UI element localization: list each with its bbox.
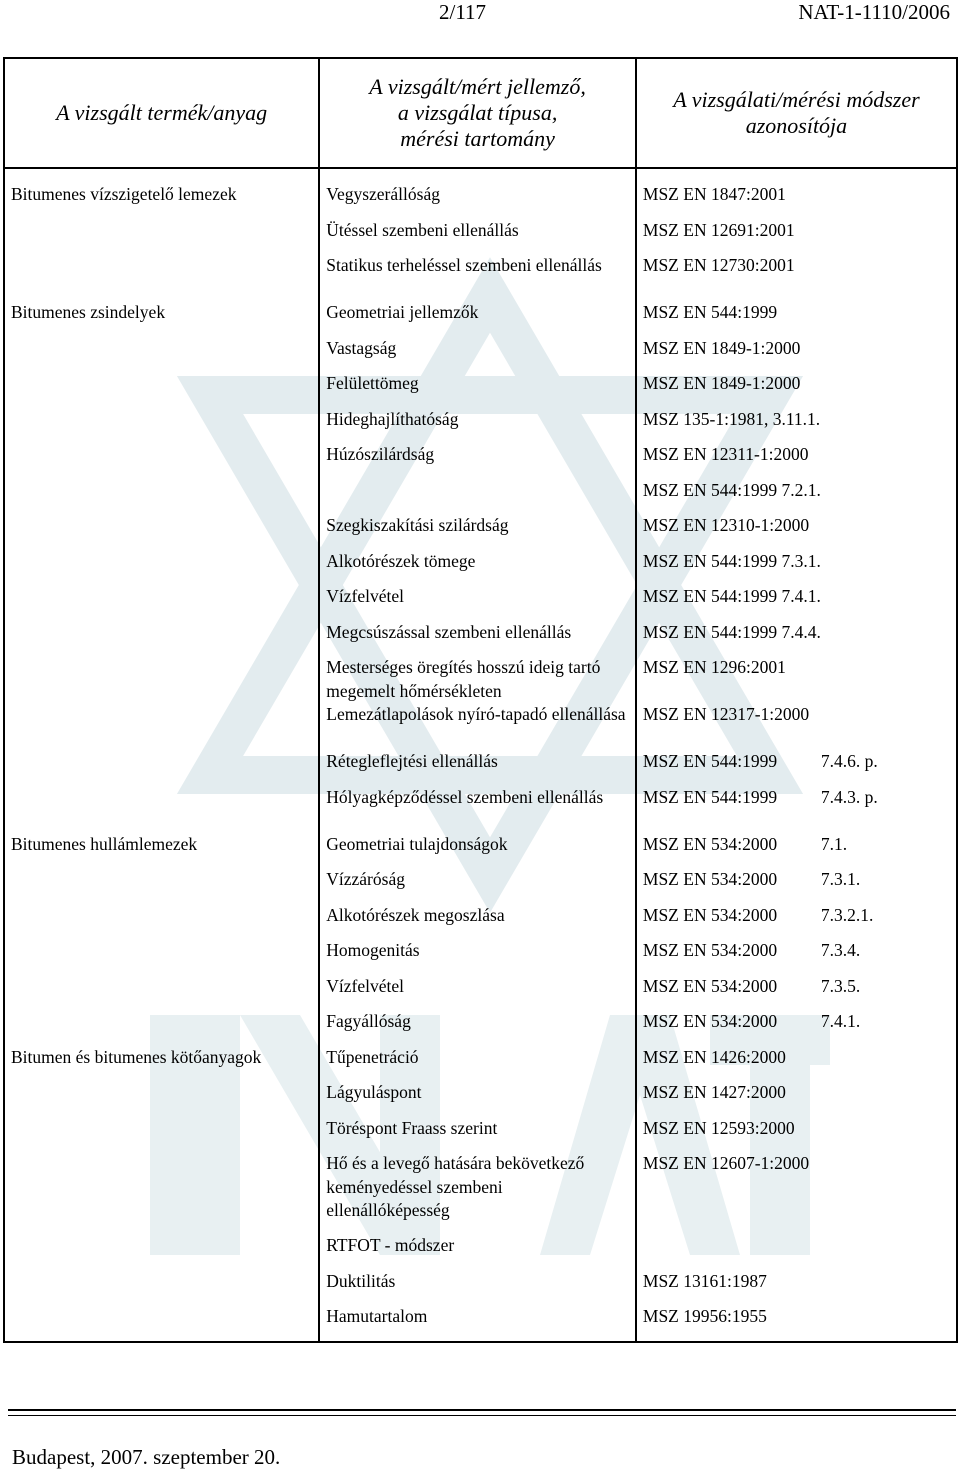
footer-divider-thin [8,1415,956,1416]
property-cell: Vízzáróság [319,868,636,904]
property-cell: Megcsúszással szembeni ellenállás [319,621,636,657]
table-row [4,1270,957,1306]
property-cell: Húzószilárdság [319,443,636,479]
method-cell: MSZ EN 12311-1:2000 [636,443,957,479]
method-clause: 7.3.2.1. [820,904,874,925]
method-standard: MSZ EN 534:2000 [642,904,778,925]
product-cell [4,703,319,750]
property-cell: Hideghajlíthatóság [319,408,636,444]
column-header-product: A vizsgált termék/anyag [4,58,319,168]
product-cell [4,1270,319,1306]
property-cell: Hólyagképződéssel szembeni ellenállás [319,786,636,833]
table-row [4,1234,957,1270]
method-cell [636,750,957,786]
table-row [4,372,957,408]
method-standard: MSZ EN 534:2000 [642,940,778,960]
method-cell [636,1010,957,1046]
method-cell: MSZ EN 12310-1:2000 [636,514,957,550]
product-cell [4,975,319,1011]
property-cell: Lemezátlapolások nyíró-tapadó ellenállása [319,703,636,750]
product-cell [4,868,319,904]
footer-date: Budapest, 2007. szeptember 20. [12,1445,281,1469]
property-cell: Geometriai tulajdonságok [319,833,636,869]
table-row [4,975,957,1011]
product-cell [4,786,319,833]
method-clause: 7.3.1. [820,869,861,889]
page-number: 2/117 [439,0,487,24]
property-cell: Szegkiszakítási szilárdság [319,514,636,550]
property-cell: Hamutartalom [319,1305,636,1342]
product-cell [4,1152,319,1234]
table-row [4,750,957,786]
footer-divider [8,1409,956,1411]
table-row [4,443,957,479]
property-cell: Lágyuláspont [319,1081,636,1117]
property-cell: Hő és a levegő hatására bekövetkező keményedéssel szembeni ellenállóképesség [319,1152,636,1234]
property-cell: Alkotórészek tömege [319,550,636,586]
product-cell [4,337,319,373]
table-row [4,550,957,586]
table-row [4,337,957,373]
table-row [4,408,957,444]
product-cell: Bitumenes zsindelyek [4,301,319,337]
product-cell [4,621,319,657]
table-row [4,868,957,904]
product-cell: Bitumenes vízszigetelő lemezek [4,168,319,219]
product-cell [4,904,319,940]
table-row [4,904,957,940]
method-standard: MSZ EN 534:2000 [642,869,778,889]
method-cell: MSZ EN 1849-1:2000 [636,337,957,373]
property-cell: Statikus terheléssel szembeni ellenállás [319,254,636,301]
property-cell: Duktilitás [319,1270,636,1306]
method-cell: MSZ EN 1849-1:2000 [636,372,957,408]
table-row [4,1305,957,1342]
method-cell: MSZ EN 544:1999 7.4.1. [636,585,957,621]
property-cell: Fagyállóság [319,1010,636,1046]
table-row [4,656,957,703]
table-row [4,168,957,219]
table-row [4,301,957,337]
method-cell: MSZ EN 544:1999 [636,301,957,337]
table-row [4,1152,957,1234]
method-cell: MSZ EN 1426:2000 [636,1046,957,1082]
property-cell: Felülettömeg [319,372,636,408]
method-cell [636,868,957,904]
product-cell [4,1305,319,1342]
product-cell [4,514,319,550]
method-cell [636,904,957,940]
property-cell: Töréspont Fraass szerint [319,1117,636,1153]
method-cell: MSZ 13161:1987 [636,1270,957,1306]
method-clause: 7.4.1. [820,1011,861,1031]
table-row [4,939,957,975]
method-cell: MSZ EN 544:1999 7.2.1. [636,479,957,515]
method-standard: MSZ EN 544:1999 [642,786,778,807]
method-standard: MSZ EN 534:2000 [642,975,778,996]
method-cell [636,975,957,1011]
product-cell [4,254,319,301]
product-cell [4,219,319,255]
method-cell: MSZ EN 1847:2001 [636,168,957,219]
method-cell: MSZ EN 12691:2001 [636,219,957,255]
table-row [4,621,957,657]
table-row [4,1081,957,1117]
method-cell: MSZ EN 544:1999 7.4.4. [636,621,957,657]
product-cell [4,372,319,408]
property-cell: Vízfelvétel [319,585,636,621]
product-cell [4,939,319,975]
product-cell: Bitumenes hullámlemezek [4,833,319,869]
accreditation-table [3,57,958,1343]
method-clause: 7.3.4. [820,940,861,960]
product-cell [4,1010,319,1046]
property-cell: Ütéssel szembeni ellenállás [319,219,636,255]
property-cell: RTFOT - módszer [319,1234,636,1270]
property-cell: Vegyszerállóság [319,168,636,219]
method-cell [636,833,957,869]
method-standard: MSZ EN 534:2000 [642,833,778,854]
method-clause: 7.1. [820,833,848,854]
method-cell: MSZ EN 1427:2000 [636,1081,957,1117]
product-cell [4,408,319,444]
product-cell [4,750,319,786]
product-cell [4,1117,319,1153]
method-cell [636,1234,957,1270]
table-row [4,1117,957,1153]
property-cell: Tűpenetráció [319,1046,636,1082]
method-cell: MSZ EN 12730:2001 [636,254,957,301]
product-cell [4,1234,319,1270]
method-cell: MSZ EN 544:1999 7.3.1. [636,550,957,586]
product-cell: Bitumen és bitumenes kötőanyagok [4,1046,319,1082]
table-row [4,514,957,550]
method-clause: 7.3.5. [820,975,861,996]
property-cell: Alkotórészek megoszlása [319,904,636,940]
table-row [4,254,957,301]
method-cell: MSZ EN 12607-1:2000 [636,1152,957,1234]
property-cell: Vastagság [319,337,636,373]
product-cell [4,443,319,479]
method-clause: 7.4.3. p. [820,786,878,807]
product-cell [4,1081,319,1117]
table-row [4,833,957,869]
product-cell [4,656,319,703]
column-header-property: A vizsgált/mért jellemző, a vizsgálat típusa, mérési tartomány [319,58,636,168]
product-cell [4,550,319,586]
method-cell: MSZ EN 12317-1:2000 [636,703,957,750]
table-row [4,479,957,515]
property-cell [319,479,636,515]
method-cell: MSZ EN 1296:2001 [636,656,957,703]
table-row [4,1046,957,1082]
method-clause: 7.4.6. p. [820,751,878,771]
method-cell [636,786,957,833]
product-cell [4,585,319,621]
method-cell: MSZ 19956:1955 [636,1305,957,1342]
table-row [4,585,957,621]
method-cell [636,939,957,975]
method-cell: MSZ 135-1:1981, 3.11.1. [636,408,957,444]
table-row [4,219,957,255]
method-cell: MSZ EN 12593:2000 [636,1117,957,1153]
property-cell: Vízfelvétel [319,975,636,1011]
method-standard: MSZ EN 544:1999 [642,751,778,771]
table-row [4,703,957,750]
method-standard: MSZ EN 534:2000 [642,1011,778,1031]
column-header-method: A vizsgálati/mérési módszer azonosítója [636,58,957,168]
property-cell: Mesterséges öregítés hosszú ideig tartó megemelt hőmérsékleten [319,656,636,703]
table-row [4,786,957,833]
document-id: NAT-1-1110/2006 [798,0,950,24]
product-cell [4,479,319,515]
property-cell: Geometriai jellemzők [319,301,636,337]
property-cell: Homogenitás [319,939,636,975]
table-row [4,1010,957,1046]
property-cell: Rétegleflejtési ellenállás [319,750,636,786]
